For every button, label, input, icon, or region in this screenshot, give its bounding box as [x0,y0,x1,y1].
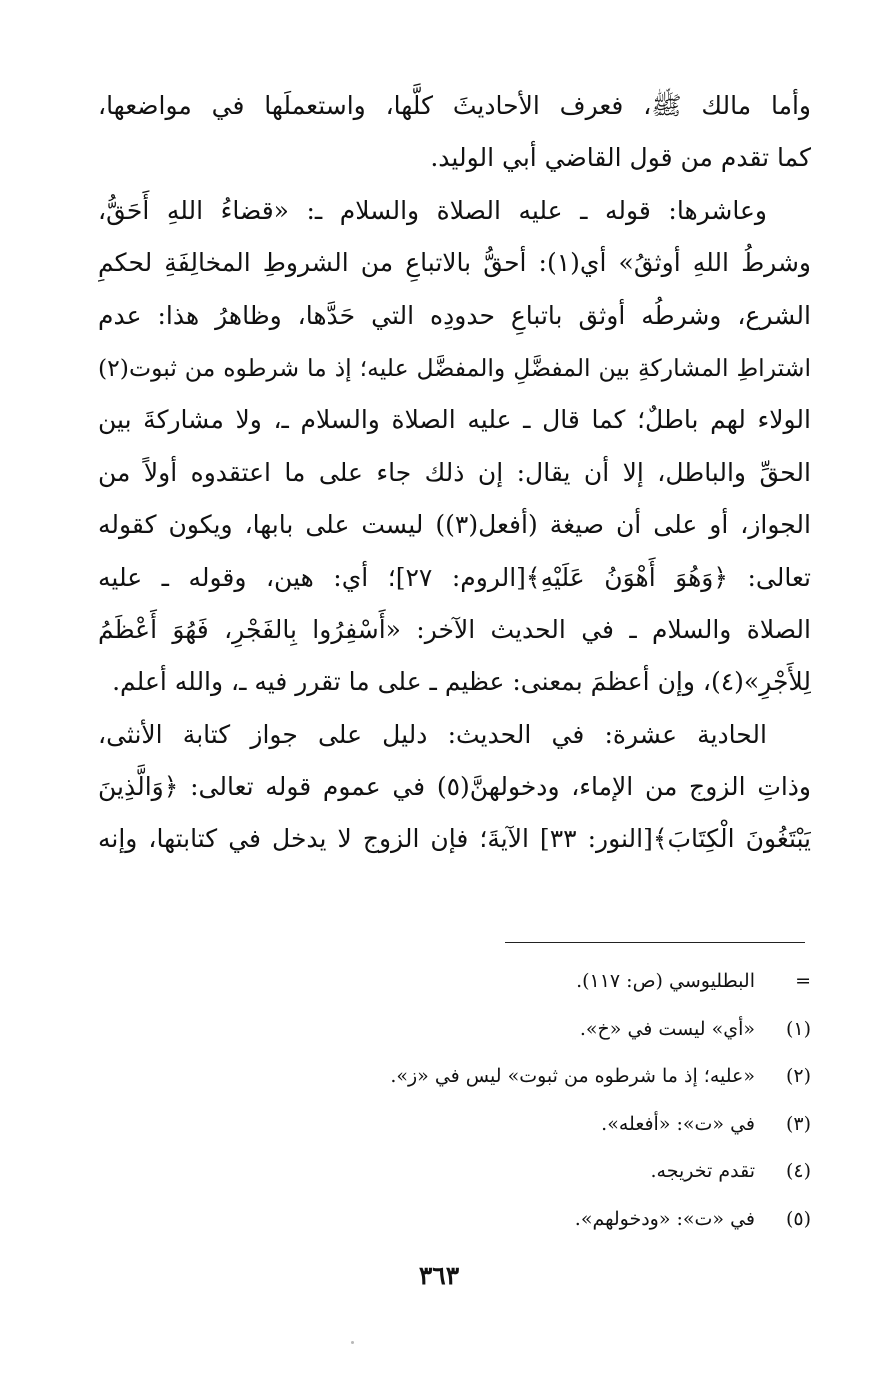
footnote-marker: = [795,970,811,992]
footnote-text: تقدم تخريجه. [650,1160,755,1183]
footnote-item [200,1006,811,1054]
text-line: الحادية عشرة: في الحديث: دليل على جواز كتابة الأنثى، [98,719,767,749]
paragraph-eleventh [98,709,811,866]
footnote-item [200,958,811,1006]
main-body-text [98,80,811,866]
text-line: الجواز، أو على أن صيغة (أفعل(٣)) ليست على بابها، ويكون كقوله [98,510,811,540]
text-line: تعالى: ﴿وَهُوَ أَهْوَنُ عَلَيْهِ﴾[الروم: ٢٧]؛ أي: هين، وقوله ـ عليه [98,562,811,592]
footnote-text: «أي» ليست في «خ». [579,1017,755,1040]
scan-speck [351,1341,354,1344]
text-line: وشرطُ اللهِ أوثقُ» أي(١): أحقُّ بالاتباعِ من الشروطِ المخالِفَةِ لحكمِ [98,248,811,278]
footnote-item [200,1148,811,1196]
footnote-item [200,1196,811,1244]
text-line: يَبْتَغُونَ الْكِتَابَ﴾[النور: ٣٣] الآيةَ؛ فإن الزوج لا يدخل في كتابتها، وإنه [98,824,811,854]
page-number: ٣٦٣ [418,1261,460,1290]
footnote-marker: (٤) [785,1160,811,1183]
text-line: وعاشرها: قوله ـ عليه الصلاة والسلام ـ: «قضاءُ اللهِ أَحَقُّ، [98,195,767,225]
footnote-marker: (٢) [785,1065,811,1088]
text-line: اشتراطِ المشاركةِ بين المفضَّلِ والمفضَّل عليه؛ إذ ما شرطوه من ثبوت(٢) [98,353,811,382]
footnotes [200,958,811,1244]
footnote-item [200,1053,811,1101]
text-line: وأما مالك ﷺ، فعرف الأحاديثَ كلَّها، واستعملَها في مواضعها، [98,91,811,120]
footnote-marker: (١) [785,1017,811,1040]
paragraph-malik [98,80,811,185]
footnote-text: البطليوسي (ص: ١١٧). [576,970,755,992]
paragraph-tenth [98,185,811,709]
footnote-divider [505,942,805,943]
footnote-text: في «ت»: «أفعله». [601,1112,755,1135]
text-line: وذاتِ الزوج من الإماء، ودخولهنَّ(٥) في عموم قوله تعالى: ﴿وَالَّذِينَ [98,772,811,802]
footnote-text: في «ت»: «ودخولهم». [574,1207,755,1230]
text-line: كما تقدم من قول القاضي أبي الوليد. [430,143,811,173]
text-line: لِلأَجْرِ»(٤)، وإن أعظمَ بمعنى: عظيم ـ على ما تقرر فيه ـ، والله أعلم. [112,667,811,697]
text-line: الولاء لهم باطلٌ؛ كما قال ـ عليه الصلاة والسلام ـ، ولا مشاركةَ بين [98,405,811,435]
footnote-marker: (٣) [785,1112,811,1135]
footnote-text: «عليه؛ إذ ما شرطوه من ثبوت» ليس في «ز». [390,1065,755,1088]
text-line: الحقِّ والباطل، إلا أن يقال: إن ذلك جاء على ما اعتقدوه أولاً من [98,457,811,487]
footnote-item [200,1101,811,1149]
text-line: الشرع، وشرطُه أوثق باتباعِ حدودِه التي حَدَّها، وظاهرُ هذا: عدم [98,300,811,330]
footnote-marker: (٥) [785,1207,811,1230]
text-line: الصلاة والسلام ـ في الحديث الآخر: «أَسْفِرُوا بِالفَجْرِ، فَهُوَ أَعْظَمُ [98,614,811,644]
